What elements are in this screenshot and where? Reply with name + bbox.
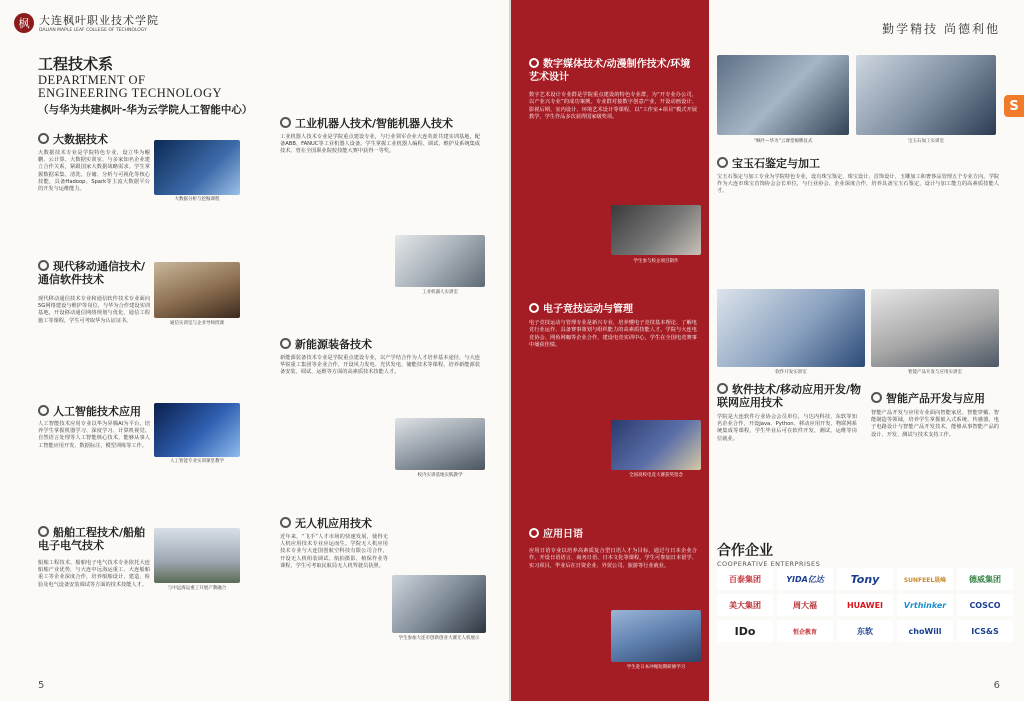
college-emblem-icon: 枫	[14, 13, 34, 33]
japanese-photo	[611, 610, 701, 662]
drone-caption: 学生参加大连市创新创业大赛无人机展示	[398, 636, 480, 641]
enterprise-logo: ICS&S	[957, 620, 1013, 642]
enterprise-logo: choWill	[897, 620, 953, 642]
mobile-photo	[154, 262, 240, 318]
bigdata-photo	[154, 140, 240, 195]
ceremony-caption: “枫叶—华为”云课堂揭牌仪式	[753, 139, 813, 144]
section-text-esports: 电子竞技运动与管理专业是新兴专业，培养懂电子竞技基本理论、了解电竞行业运作、具备赛事策划与组织能力的高素质技能人才。学院与大连电竞协会、网鱼网咖等企业合作，建设电竞实训中心，学生在全国电竞赛事中屡获佳绩。	[529, 320, 697, 349]
enterprise-logo: HUAWEI	[837, 594, 893, 616]
section-title-robot: 工业机器人技术/智能机器人技术	[280, 115, 453, 131]
bullet-icon	[871, 392, 882, 403]
bullet-icon	[529, 528, 539, 538]
ship-caption: 与中远海运重工开展产教融合	[167, 586, 227, 591]
motto: 勤学精技 尚德利他	[882, 22, 1000, 36]
department-en-2: ENGINEERING TECHNOLOGY	[38, 86, 223, 100]
enterprise-logo: 百泰集团	[717, 568, 773, 590]
left-page	[0, 0, 510, 701]
section-text-japanese: 应用日语专业以培养高素质复合型日语人才为目标，通过与日本企业合作，开设日语语言、商务日语、日本文化等课程，学生可参加日本留学、实习项目，毕业后在日资企业、外贸公司、旅游等行业就业。	[529, 548, 697, 569]
enterprise-logo: 德威集团	[957, 568, 1013, 590]
energy-caption: 校内实训基地实践教学	[417, 473, 463, 478]
bigdata-caption: 大数据分析与挖掘课程	[174, 197, 220, 202]
section-text-robot: 工业机器人技术专业是学院重点建设专业，与行业领军企业大连英蓝共建实训基地，配备ABB、FANUC等工业机器人设备。学生掌握工业机器人编程、调试、维护及系统集成技术，曾在全国职业院校技能大赛中获得一等奖。	[280, 134, 480, 155]
jade-photo	[856, 55, 996, 135]
section-text-smart: 智能产品开发与应用专业面向智能家居、智能穿戴、智能制造等领域，培养学生掌握嵌入式系统、传感器、电子电路设计与智能产品开发技术，能够从事智能产品的设计、开发、测试与技术支持工作。	[871, 410, 999, 438]
section-text-mobile: 现代移动通信技术专业和通信软件技术专业面向5G网络建设与维护等岗位，与华为合作建设实训基地，开设移动通信网络规划与优化、通信工程施工等课程，学生可考取华为认证证书。	[38, 296, 150, 324]
enterprise-logo: Vrthinker	[897, 594, 953, 616]
smart-caption: 智能产品开发与应用实训室	[908, 370, 962, 375]
bullet-icon	[717, 383, 728, 394]
college-logo	[14, 12, 159, 33]
section-title-software: 软件技术/移动应用开发/物联网应用技术	[717, 383, 862, 409]
enterprise-logo: IDo	[717, 620, 773, 642]
bullet-icon	[280, 117, 291, 128]
enterprise-logo: SUNFEEL晟峰	[897, 568, 953, 590]
logo-en: DALIAN MAPLE LEAF COLLEGE OF TECHNOLOGY	[39, 28, 147, 33]
section-title-japanese: 应用日语	[529, 525, 583, 540]
media-photo	[611, 205, 701, 255]
enterprise-logo: COSCO	[957, 594, 1013, 616]
section-text-media: 数字艺术设计专业群是学院重点建设的特色专业群，为“开专业办公司，以产业兴专业”的成功案例。专业群对接数字创意产业，开设动画设计、影视后期、室内设计、环境艺术设计等课程，以“工作室+项目”模式开展教学，学生作品多次获得国家级奖项。	[529, 92, 697, 121]
ai-caption: 人工智能专业实训课堂教学	[170, 459, 224, 464]
software-photo	[717, 289, 865, 367]
bullet-icon	[38, 260, 49, 271]
department-cn: 工程技术系	[38, 55, 114, 73]
enterprise-logo: 周大福	[777, 594, 833, 616]
smart-photo	[871, 289, 999, 367]
media-caption: 学生参与校企项目制作	[633, 259, 679, 264]
section-title-jade: 宝玉石鉴定与加工	[717, 155, 820, 171]
section-title-bigdata: 大数据技术	[38, 131, 108, 147]
section-text-drone: 近年来，“飞手”人才市场的快速发展，使得无人机应用技术专业应运而生。学院无人机应用技术专业与大连国创航空科技有限公司合作，开设无人机组装调试、航拍摄影、植保作业等课程，学生可考取民航局无人机驾驶员执照。	[280, 534, 388, 569]
software-caption: 软件开发实训室	[775, 370, 807, 375]
page-number-left: 5	[38, 680, 45, 691]
bullet-icon	[529, 58, 539, 68]
department-subtitle: （与华为共建枫叶-华为云学院人工智能中心）	[38, 104, 253, 116]
mobile-caption: 通信实训室与企业导师授课	[170, 321, 224, 326]
enterprise-logo: 恒企教育	[777, 620, 833, 642]
section-title-drone: 无人机应用技术	[280, 515, 372, 531]
section-text-ai: 人工智能技术应用专业以华为昇腾AI为平台，培养学生掌握机器学习、深度学习、计算机视觉、自然语言处理等人工智能核心技术，能够从事人工智能应用开发、数据标注、模型训练等工作。	[38, 421, 150, 449]
bullet-icon	[280, 517, 291, 528]
sogou-s-icon[interactable]: S	[1004, 95, 1024, 117]
ship-photo	[154, 528, 240, 583]
section-title-energy: 新能源装备技术	[280, 336, 372, 352]
robot-photo	[395, 235, 485, 287]
bullet-icon	[280, 338, 291, 349]
section-text-bigdata: 大数据技术专业是学院特色专业，设立华为鲲鹏、云计算、大数据实训室，与多家知名企业建立合作关系，紧跟国家大数据战略需求。学生掌握数据采集、清洗、存储、分析与可视化等核心技能，具备Hadoop、Spark等主流大数据平台的开发与运维能力。	[38, 150, 150, 193]
section-text-ship: 船舶工程技术、船舶电子电气技术专业依托大连船舶产业优势，与大连中远海运重工、大连船舶重工等企业深度合作，培养船舶设计、建造、检验及电气设备安装调试等方面的技术技能人才。	[38, 560, 150, 588]
section-text-software: 学院是大连软件行业协会会员单位，与达内科技、东软等知名企业合作，开设Java、Python、移动应用开发、物联网系统集成等课程，学生毕业后可在软件开发、测试、运维等岗位就业。	[717, 414, 857, 442]
enterprise-logo: 东软	[837, 620, 893, 642]
bullet-icon	[38, 526, 49, 537]
robot-caption: 工业机器人实训室	[422, 290, 458, 295]
department-heading	[38, 53, 252, 117]
section-text-energy: 新能源装备技术专业是学院重点建设专业，以产学结合作为人才培养基本途径，与大连华锐重工集团等企业合作，开设风力发电、光伏发电、储能技术等课程，培养新能源装备安装、调试、运维等方面的高素质技术技能人才。	[280, 355, 480, 376]
esports-photo	[611, 420, 701, 470]
cooperation-en: COOPERATIVE ENTERPRISES	[717, 560, 821, 568]
red-column	[511, 0, 709, 701]
cooperation-cn: 合作企业	[717, 543, 773, 559]
section-title-esports: 电子竞技运动与管理	[529, 300, 633, 315]
enterprise-logo: 美大集团	[717, 594, 773, 616]
page-number-right: 6	[993, 680, 1000, 691]
section-title-mobile: 现代移动通信技术/通信软件技术	[38, 260, 146, 286]
section-title-smart: 智能产品开发与应用	[871, 390, 985, 406]
japanese-caption: 学生赴日本冲绳短期研修学习	[626, 665, 686, 670]
drone-photo	[392, 575, 486, 633]
section-title-media: 数字媒体技术/动漫制作技术/环境艺术设计	[529, 59, 691, 83]
esports-caption: 全国高校电竞大赛获奖留念	[629, 473, 683, 478]
section-text-jade: 宝玉石鉴定与加工专业为学院特色专业，设有珠宝鉴定、珠宝设计、首饰设计、玉雕加工和奢侈品管理五个专业方向。学院作为大连市珠宝首饰协会会长单位，与行业协会、企业深度合作，培养具备宝玉石鉴定、设计与加工能力的高素质技能人才。	[717, 174, 999, 195]
section-title-ship: 船舶工程技术/船舶电子电气技术	[38, 526, 146, 552]
ceremony-photo	[717, 55, 849, 135]
energy-photo	[395, 418, 485, 470]
bullet-icon	[529, 303, 539, 313]
jade-caption: 宝玉石加工实训室	[908, 139, 944, 144]
bullet-icon	[717, 157, 728, 168]
section-title-ai: 人工智能技术应用	[38, 403, 141, 419]
enterprise-logos	[717, 568, 1013, 642]
enterprise-logo: Tony	[837, 568, 893, 590]
logo-cn: 大连枫叶职业技术学院	[39, 14, 159, 27]
cooperation-heading	[717, 540, 820, 568]
department-en-1: DEPARTMENT OF	[38, 73, 146, 87]
enterprise-logo: YIDA亿达	[777, 568, 833, 590]
bullet-icon	[38, 133, 49, 144]
bullet-icon	[38, 405, 49, 416]
ai-photo	[154, 403, 240, 457]
right-page	[511, 0, 1024, 701]
